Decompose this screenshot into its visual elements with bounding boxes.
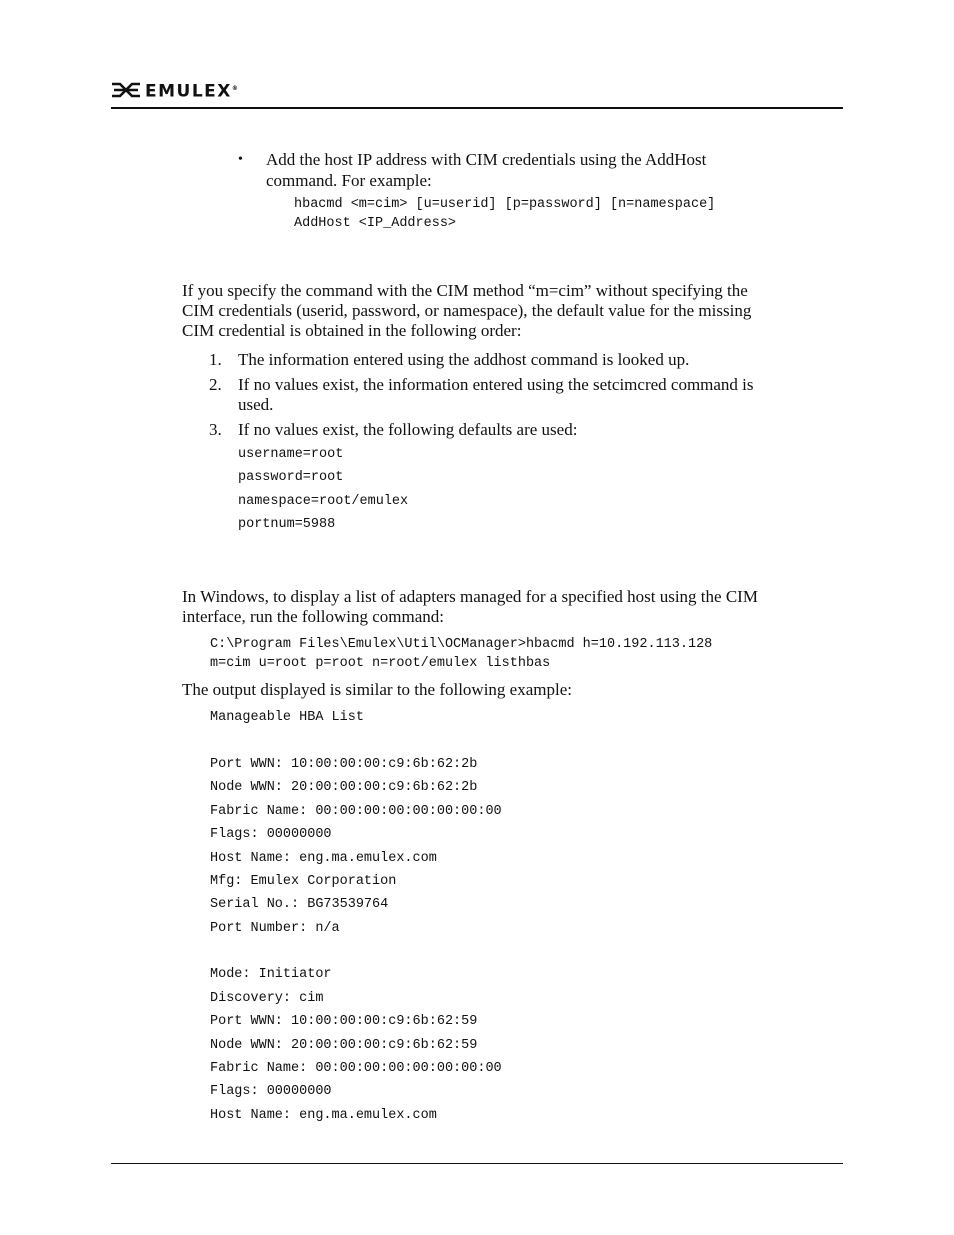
step-text-cont: used. [238,395,274,414]
output-line: Mode: Initiator [210,967,332,982]
emulex-logo [111,80,239,100]
output-line: Port WWN: 10:00:00:00:c9:6b:62:2b [210,757,478,772]
output-line: Fabric Name: 00:00:00:00:00:00:00:00 [210,804,502,819]
default-line: username=root [238,447,344,462]
bullet-text-line2: command. For example: [266,171,432,190]
output-line: Fabric Name: 00:00:00:00:00:00:00:00 [210,1061,502,1076]
bullet-code-line1: hbacmd <m=cim> [u=userid] [p=password] [n=namespace] [294,197,716,212]
output-line: Mfg: Emulex Corporation [210,874,397,889]
output-line: Node WWN: 20:00:00:00:c9:6b:62:59 [210,1038,478,1053]
step-number: 3. [209,420,222,439]
output-line: Flags: 00000000 [210,827,332,842]
output-intro: The output displayed is similar to the following example: [182,680,572,699]
default-line: namespace=root/emulex [238,494,409,509]
emulex-mark-icon [111,82,141,98]
output-line: Host Name: eng.ma.emulex.com [210,1108,437,1123]
bullet-text-line1: Add the host IP address with CIM credentials using the AddHost [266,150,707,169]
step-text: The information entered using the addhost command is looked up. [238,350,690,369]
command-line2: m=cim u=root p=root n=root/emulex listhbas [210,656,551,671]
default-line: password=root [238,470,344,485]
step-text: If no values exist, the following defaults are used: [238,420,578,439]
para1-line2: CIM credentials (userid, password, or namespace), the default value for the missing [182,301,752,320]
para1-line1: If you specify the command with the CIM method “m=cim” without specifying the [182,281,748,300]
command-line1: C:\Program Files\Emulex\Util\OCManager>hbacmd h=10.192.113.128 [210,637,713,652]
step-number: 2. [209,375,222,394]
para2-line2: interface, run the following command: [182,607,444,626]
output-line: Node WWN: 20:00:00:00:c9:6b:62:2b [210,780,478,795]
para2-line1: In Windows, to display a list of adapters managed for a specified host using the CIM [182,587,758,606]
logo-wordmark: EMULEX® [145,81,240,102]
output-line: Manageable HBA List [210,710,364,725]
para1-line3: CIM credential is obtained in the following order: [182,321,522,340]
bullet-code-line2: AddHost <IP_Address> [294,216,457,231]
default-line: portnum=5988 [238,517,336,532]
step-number: 1. [209,350,222,369]
output-line: Host Name: eng.ma.emulex.com [210,851,437,866]
output-line: Flags: 00000000 [210,1084,332,1099]
header-rule [111,107,843,109]
step-text: If no values exist, the information entered using the setcimcred command is [238,375,754,394]
output-line: Port WWN: 10:00:00:00:c9:6b:62:59 [210,1014,478,1029]
output-line: Port Number: n/a [210,921,340,936]
bullet-icon: • [238,152,243,167]
trademark-symbol: ® [231,84,240,92]
footer-rule [111,1163,843,1164]
output-line: Discovery: cim [210,991,324,1006]
output-line: Serial No.: BG73539764 [210,897,389,912]
